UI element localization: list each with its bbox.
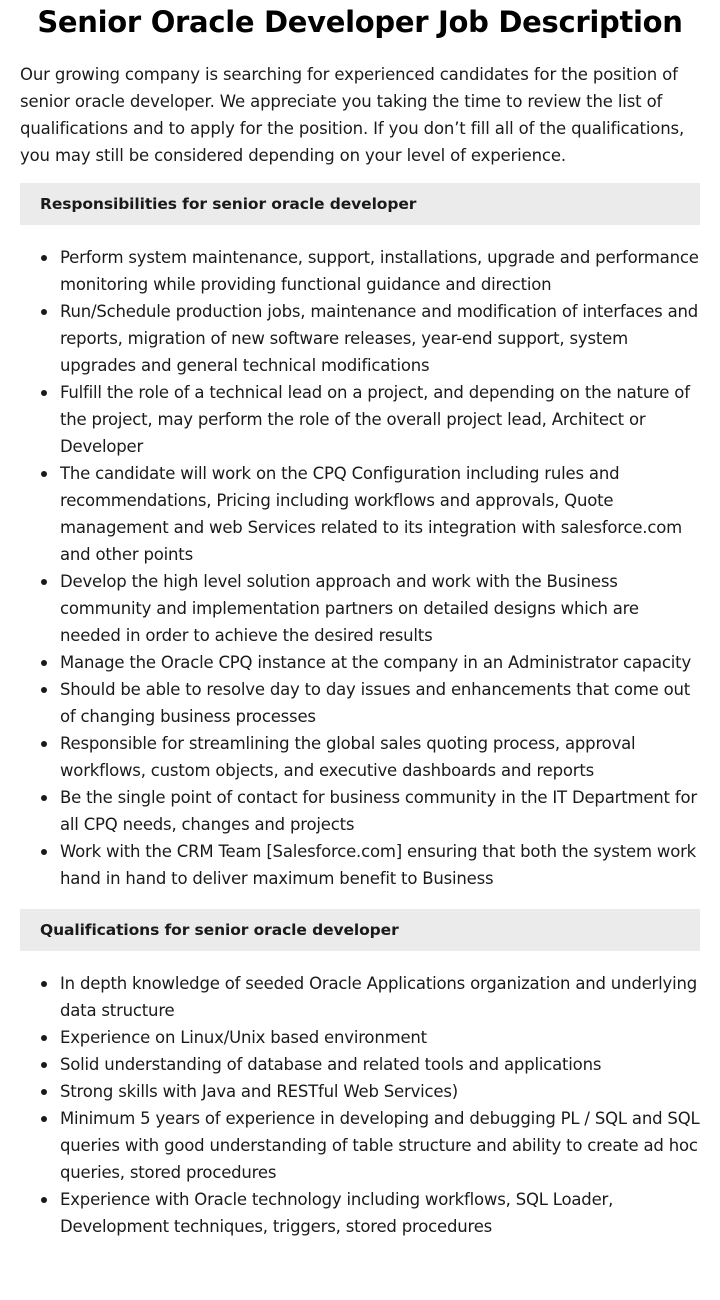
responsibilities-list [20,244,700,892]
list-item: Be the single point of contact for business community in the IT Department for all CPQ needs, changes and projects [60,784,700,838]
list-item: Run/Schedule production jobs, maintenance and modification of interfaces and reports, migration of new software releases, year-end support, system upgrades and general technical modifications [60,298,700,379]
intro-paragraph: Our growing company is searching for experienced candidates for the position of senior oracle developer. We appreciate you taking the time to review the list of qualifications and to apply for the position. If you don’t fill all of the qualifications, you may still be considered depending on your level of experience. [20,65,685,165]
list-item: Should be able to resolve day to day issues and enhancements that come out of changing business processes [60,676,700,730]
list-item: In depth knowledge of seeded Oracle Applications organization and underlying data structure [60,970,700,1024]
responsibilities-heading: Responsibilities for senior oracle developer [20,183,700,225]
list-item: Experience on Linux/Unix based environment [60,1024,700,1051]
list-item: Solid understanding of database and related tools and applications [60,1051,700,1078]
list-item: Fulfill the role of a technical lead on a project, and depending on the nature of the project, may perform the role of the overall project lead, Architect or Developer [60,379,700,460]
list-item: Develop the high level solution approach and work with the Business community and implementation partners on detailed designs which are needed in order to achieve the desired results [60,568,700,649]
list-item: The candidate will work on the CPQ Configuration including rules and recommendations, Pricing including workflows and approvals, Quote management and web Services related to its integration with salesforce.com and other points [60,460,700,568]
list-item: Experience with Oracle technology including workflows, SQL Loader, Development techniques, triggers, stored procedures [60,1186,700,1240]
list-item: Minimum 5 years of experience in developing and debugging PL / SQL and SQL queries with good understanding of table structure and ability to create ad hoc queries, stored procedures [60,1105,700,1186]
page-title: Senior Oracle Developer Job Description [37,5,683,39]
list-item: Work with the CRM Team [Salesforce.com] ensuring that both the system work hand in hand to deliver maximum benefit to Business [60,838,700,892]
qualifications-list [20,970,700,1240]
list-item: Perform system maintenance, support, installations, upgrade and performance monitoring while providing functional guidance and direction [60,244,700,298]
qualifications-heading: Qualifications for senior oracle developer [20,909,700,951]
list-item: Strong skills with Java and RESTful Web Services) [60,1078,700,1105]
list-item: Manage the Oracle CPQ instance at the company in an Administrator capacity [60,649,700,676]
list-item: Responsible for streamlining the global sales quoting process, approval workflows, custom objects, and executive dashboards and reports [60,730,700,784]
